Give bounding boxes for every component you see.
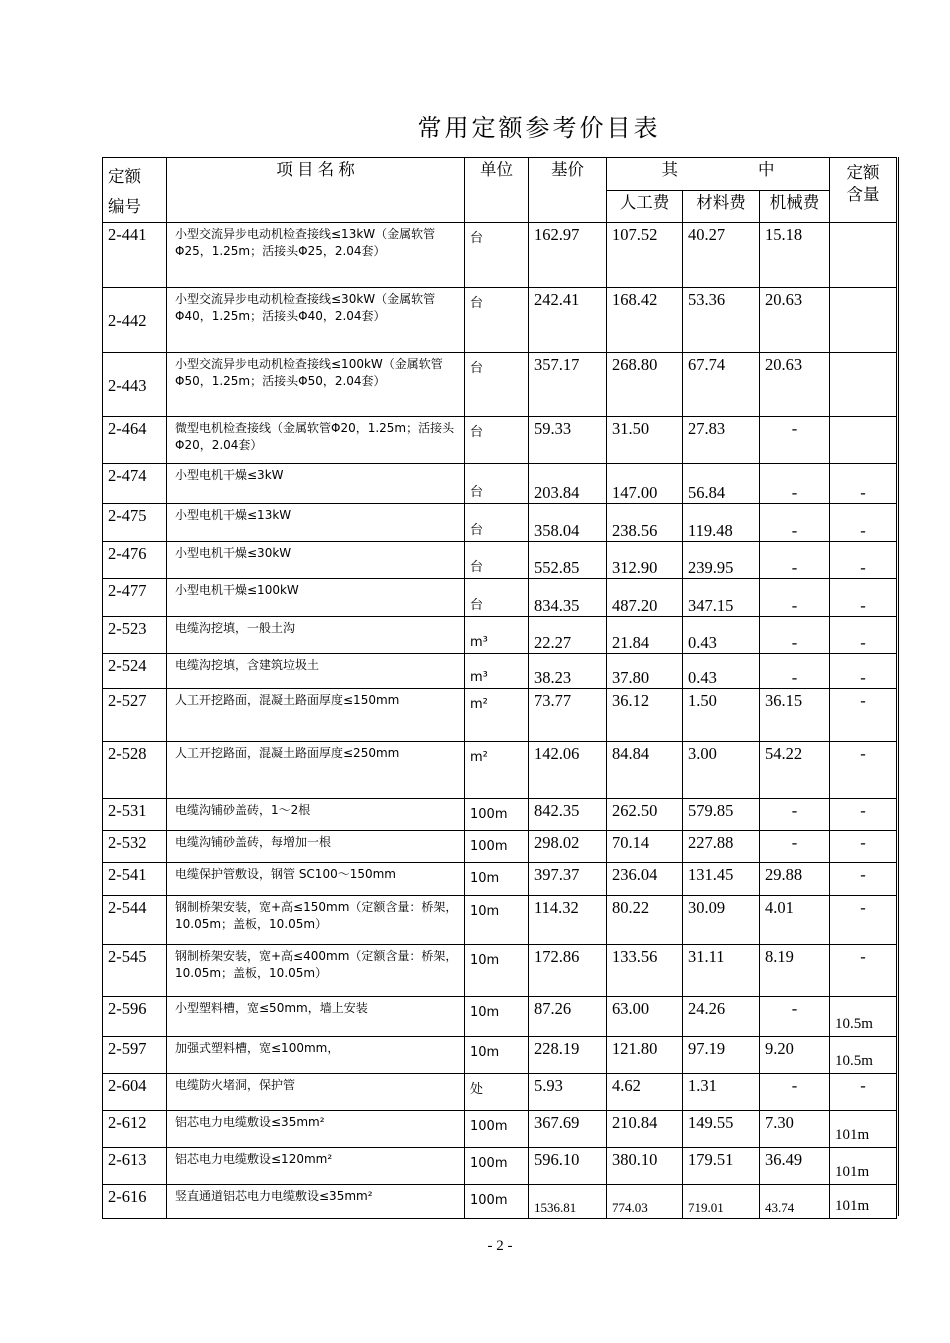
- unit: 台: [465, 288, 529, 353]
- table-row: [103, 1037, 897, 1074]
- table-row: [103, 1148, 897, 1185]
- quota-code: 2-442: [103, 288, 167, 353]
- item-name: 小型交流异步电动机检查接线≤13kW（金属软管Φ25，1.25m；活接头Φ25，2.04套）: [167, 223, 465, 288]
- labor-cost: 268.80: [607, 353, 683, 417]
- machine-cost: 29.88: [760, 863, 830, 896]
- unit: m³: [465, 654, 529, 689]
- item-name: 铝芯电力电缆敷设≤35mm²: [167, 1111, 465, 1148]
- machine-cost: 4.01: [760, 896, 830, 945]
- quota-qty: 101m: [830, 1148, 897, 1185]
- unit: 10m: [465, 863, 529, 896]
- machine-cost: -: [760, 617, 830, 654]
- machine-cost: 9.20: [760, 1037, 830, 1074]
- labor-cost: 236.04: [607, 863, 683, 896]
- material-cost: 1.50: [683, 689, 760, 742]
- labor-cost: 21.84: [607, 617, 683, 654]
- unit: 台: [465, 504, 529, 542]
- material-cost: 719.01: [683, 1185, 760, 1219]
- table-row: [103, 1074, 897, 1111]
- table-row: [103, 896, 897, 945]
- labor-cost: 107.52: [607, 223, 683, 288]
- labor-cost: 262.50: [607, 799, 683, 831]
- unit: 台: [465, 464, 529, 504]
- unit: 台: [465, 353, 529, 417]
- quota-qty: [830, 223, 897, 288]
- table-row: [103, 742, 897, 799]
- labor-cost: 238.56: [607, 504, 683, 542]
- machine-cost: 20.63: [760, 288, 830, 353]
- item-name: 竖直通道铝芯电力电缆敷设≤35mm²: [167, 1185, 465, 1219]
- material-cost: 131.45: [683, 863, 760, 896]
- base-price: 1536.81: [529, 1185, 607, 1219]
- item-name: 微型电机检查接线（金属软管Φ20，1.25m；活接头Φ20，2.04套）: [167, 417, 465, 464]
- base-price: 358.04: [529, 504, 607, 542]
- header-material: 材料费: [683, 191, 760, 223]
- material-cost: 0.43: [683, 617, 760, 654]
- base-price: 59.33: [529, 417, 607, 464]
- machine-cost: -: [760, 417, 830, 464]
- quota-code: 2-544: [103, 896, 167, 945]
- item-name: 电缆沟挖填，一般土沟: [167, 617, 465, 654]
- labor-cost: 70.14: [607, 831, 683, 863]
- unit: 台: [465, 417, 529, 464]
- material-cost: 179.51: [683, 1148, 760, 1185]
- machine-cost: -: [760, 831, 830, 863]
- item-name: 加强式塑料槽，宽≤100mm，: [167, 1037, 465, 1074]
- quota-code: 2-604: [103, 1074, 167, 1111]
- labor-cost: 380.10: [607, 1148, 683, 1185]
- quota-code: 2-523: [103, 617, 167, 654]
- base-price: 142.06: [529, 742, 607, 799]
- table-row: [103, 863, 897, 896]
- header-labor: 人工费: [607, 191, 683, 223]
- unit: 10m: [465, 1037, 529, 1074]
- base-price: 228.19: [529, 1037, 607, 1074]
- table-row: [103, 1111, 897, 1148]
- unit: 100m: [465, 1148, 529, 1185]
- base-price: 298.02: [529, 831, 607, 863]
- unit: 10m: [465, 896, 529, 945]
- table-row: [103, 542, 897, 579]
- quota-qty: -: [830, 1074, 897, 1111]
- table-right-edge: [898, 157, 899, 1216]
- header-name: 项 目 名 称: [167, 158, 465, 223]
- machine-cost: -: [760, 799, 830, 831]
- machine-cost: -: [760, 504, 830, 542]
- material-cost: 97.19: [683, 1037, 760, 1074]
- quota-code: 2-545: [103, 945, 167, 997]
- quota-qty: -: [830, 542, 897, 579]
- table-row: [103, 223, 897, 288]
- material-cost: 24.26: [683, 997, 760, 1037]
- machine-cost: 7.30: [760, 1111, 830, 1148]
- item-name: 电缆沟挖填，含建筑垃圾土: [167, 654, 465, 689]
- machine-cost: 43.74: [760, 1185, 830, 1219]
- item-name: 小型塑料槽，宽≤50mm，墙上安装: [167, 997, 465, 1037]
- table-row: [103, 504, 897, 542]
- table-row: [103, 579, 897, 617]
- base-price: 397.37: [529, 863, 607, 896]
- quota-qty: 101m: [830, 1111, 897, 1148]
- machine-cost: 8.19: [760, 945, 830, 997]
- unit: m³: [465, 617, 529, 654]
- item-name: 钢制桥架安装，宽+高≤150mm（定额含量：桥架，10.05m；盖板，10.05m）: [167, 896, 465, 945]
- item-name: 电缆保护管敷设，钢管 SC100～150mm: [167, 863, 465, 896]
- labor-cost: 84.84: [607, 742, 683, 799]
- machine-cost: 36.15: [760, 689, 830, 742]
- labor-cost: 133.56: [607, 945, 683, 997]
- labor-cost: 487.20: [607, 579, 683, 617]
- item-name: 电缆沟铺砂盖砖，每增加一根: [167, 831, 465, 863]
- table-row: [103, 617, 897, 654]
- quota-qty: 10.5m: [830, 997, 897, 1037]
- quota-qty: 10.5m: [830, 1037, 897, 1074]
- machine-cost: -: [760, 464, 830, 504]
- quota-code: 2-616: [103, 1185, 167, 1219]
- unit: 台: [465, 579, 529, 617]
- quota-code: 2-531: [103, 799, 167, 831]
- header-code: 定额 编号: [103, 158, 167, 223]
- quota-code: 2-443: [103, 353, 167, 417]
- table-row: [103, 288, 897, 353]
- table-row: [103, 1185, 897, 1219]
- base-price: 5.93: [529, 1074, 607, 1111]
- item-name: 钢制桥架安装，宽+高≤400mm（定额含量：桥架，10.05m；盖板，10.05m）: [167, 945, 465, 997]
- material-cost: 579.85: [683, 799, 760, 831]
- header-of-which: 其 中: [607, 158, 830, 191]
- material-cost: 119.48: [683, 504, 760, 542]
- price-table: [102, 157, 897, 1219]
- base-price: 114.32: [529, 896, 607, 945]
- table-row: [103, 799, 897, 831]
- unit: 台: [465, 223, 529, 288]
- quota-qty: -: [830, 742, 897, 799]
- quota-code: 2-596: [103, 997, 167, 1037]
- item-name: 小型交流异步电动机检查接线≤100kW（金属软管Φ50，1.25m；活接头Φ50，2.04套）: [167, 353, 465, 417]
- base-price: 172.86: [529, 945, 607, 997]
- table-row: [103, 654, 897, 689]
- quota-code: 2-612: [103, 1111, 167, 1148]
- material-cost: 1.31: [683, 1074, 760, 1111]
- quota-qty: -: [830, 896, 897, 945]
- base-price: 38.23: [529, 654, 607, 689]
- labor-cost: 168.42: [607, 288, 683, 353]
- header-quota-qty: 定额 含量: [830, 158, 897, 223]
- item-name: 电缆沟铺砂盖砖，1～2根: [167, 799, 465, 831]
- machine-cost: 36.49: [760, 1148, 830, 1185]
- quota-qty: 101m: [830, 1185, 897, 1219]
- quota-qty: -: [830, 799, 897, 831]
- table-row: [103, 417, 897, 464]
- base-price: 87.26: [529, 997, 607, 1037]
- base-price: 73.77: [529, 689, 607, 742]
- base-price: 596.10: [529, 1148, 607, 1185]
- material-cost: 67.74: [683, 353, 760, 417]
- quota-code: 2-476: [103, 542, 167, 579]
- quota-qty: -: [830, 504, 897, 542]
- quota-qty: -: [830, 863, 897, 896]
- quota-qty: -: [830, 689, 897, 742]
- header-base-price: 基价: [529, 158, 607, 223]
- table-row: [103, 997, 897, 1037]
- quota-qty: [830, 353, 897, 417]
- labor-cost: 80.22: [607, 896, 683, 945]
- labor-cost: 31.50: [607, 417, 683, 464]
- material-cost: 30.09: [683, 896, 760, 945]
- machine-cost: -: [760, 1074, 830, 1111]
- material-cost: 149.55: [683, 1111, 760, 1148]
- material-cost: 56.84: [683, 464, 760, 504]
- unit: 100m: [465, 1111, 529, 1148]
- machine-cost: -: [760, 654, 830, 689]
- labor-cost: 36.12: [607, 689, 683, 742]
- table-row: [103, 464, 897, 504]
- base-price: 842.35: [529, 799, 607, 831]
- quota-qty: -: [830, 579, 897, 617]
- quota-qty: -: [830, 464, 897, 504]
- material-cost: 53.36: [683, 288, 760, 353]
- quota-code: 2-528: [103, 742, 167, 799]
- table-row: [103, 353, 897, 417]
- machine-cost: 15.18: [760, 223, 830, 288]
- labor-cost: 37.80: [607, 654, 683, 689]
- unit: 处: [465, 1074, 529, 1111]
- table-row: [103, 945, 897, 997]
- machine-cost: -: [760, 542, 830, 579]
- table-header-row: [103, 158, 897, 191]
- labor-cost: 63.00: [607, 997, 683, 1037]
- item-name: 人工开挖路面，混凝土路面厚度≤150mm: [167, 689, 465, 742]
- quota-qty: -: [830, 654, 897, 689]
- unit: 100m: [465, 799, 529, 831]
- table-row: [103, 831, 897, 863]
- machine-cost: -: [760, 579, 830, 617]
- material-cost: 227.88: [683, 831, 760, 863]
- quota-code: 2-527: [103, 689, 167, 742]
- item-name: 小型电机干燥≤30kW: [167, 542, 465, 579]
- unit: m²: [465, 689, 529, 742]
- material-cost: 31.11: [683, 945, 760, 997]
- material-cost: 27.83: [683, 417, 760, 464]
- material-cost: 347.15: [683, 579, 760, 617]
- material-cost: 3.00: [683, 742, 760, 799]
- item-name: 小型电机干燥≤100kW: [167, 579, 465, 617]
- quota-code: 2-475: [103, 504, 167, 542]
- quota-code: 2-441: [103, 223, 167, 288]
- quota-code: 2-477: [103, 579, 167, 617]
- base-price: 357.17: [529, 353, 607, 417]
- unit: 10m: [465, 945, 529, 997]
- labor-cost: 774.03: [607, 1185, 683, 1219]
- page-title: 常用定额参考价目表: [417, 114, 661, 142]
- machine-cost: 54.22: [760, 742, 830, 799]
- machine-cost: 20.63: [760, 353, 830, 417]
- item-name: 人工开挖路面，混凝土路面厚度≤250mm: [167, 742, 465, 799]
- base-price: 203.84: [529, 464, 607, 504]
- unit: 台: [465, 542, 529, 579]
- item-name: 小型电机干燥≤13kW: [167, 504, 465, 542]
- quota-qty: -: [830, 831, 897, 863]
- base-price: 367.69: [529, 1111, 607, 1148]
- labor-cost: 210.84: [607, 1111, 683, 1148]
- unit: 10m: [465, 997, 529, 1037]
- base-price: 162.97: [529, 223, 607, 288]
- base-price: 22.27: [529, 617, 607, 654]
- base-price: 834.35: [529, 579, 607, 617]
- page-number: - 2 -: [487, 1238, 513, 1254]
- unit: 100m: [465, 1185, 529, 1219]
- quota-qty: [830, 417, 897, 464]
- quota-code: 2-474: [103, 464, 167, 504]
- item-name: 铝芯电力电缆敷设≤120mm²: [167, 1148, 465, 1185]
- quota-code: 2-541: [103, 863, 167, 896]
- quota-code: 2-524: [103, 654, 167, 689]
- base-price: 242.41: [529, 288, 607, 353]
- labor-cost: 121.80: [607, 1037, 683, 1074]
- machine-cost: -: [760, 997, 830, 1037]
- labor-cost: 312.90: [607, 542, 683, 579]
- material-cost: 0.43: [683, 654, 760, 689]
- quota-code: 2-597: [103, 1037, 167, 1074]
- base-price: 552.85: [529, 542, 607, 579]
- item-name: 小型电机干燥≤3kW: [167, 464, 465, 504]
- quota-qty: -: [830, 945, 897, 997]
- header-machine: 机械费: [760, 191, 830, 223]
- table-row: [103, 689, 897, 742]
- material-cost: 239.95: [683, 542, 760, 579]
- material-cost: 40.27: [683, 223, 760, 288]
- header-unit: 单位: [465, 158, 529, 223]
- unit: m²: [465, 742, 529, 799]
- item-name: 小型交流异步电动机检查接线≤30kW（金属软管Φ40，1.25m；活接头Φ40，2.04套）: [167, 288, 465, 353]
- quota-qty: -: [830, 617, 897, 654]
- unit: 100m: [465, 831, 529, 863]
- quota-code: 2-613: [103, 1148, 167, 1185]
- labor-cost: 4.62: [607, 1074, 683, 1111]
- item-name: 电缆防火堵洞，保护管: [167, 1074, 465, 1111]
- labor-cost: 147.00: [607, 464, 683, 504]
- quota-code: 2-532: [103, 831, 167, 863]
- quota-code: 2-464: [103, 417, 167, 464]
- quota-qty: [830, 288, 897, 353]
